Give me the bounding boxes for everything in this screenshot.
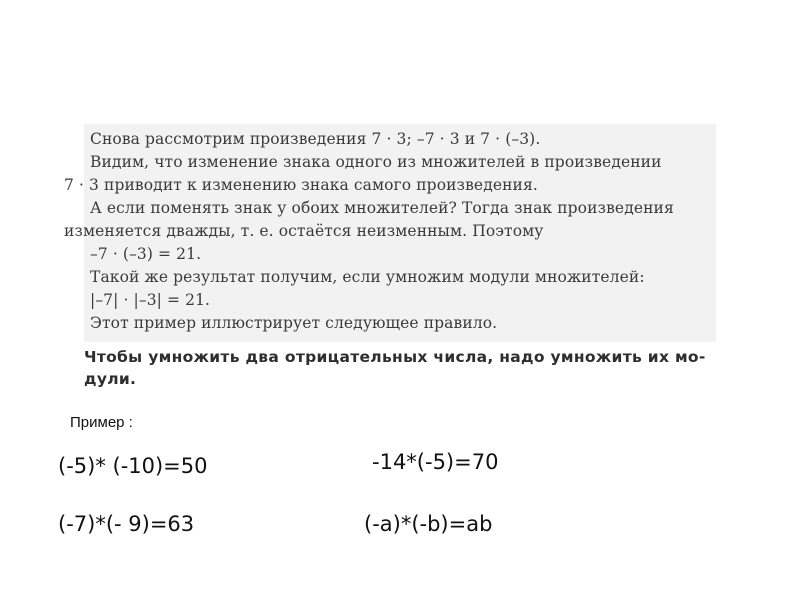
example-expression: (-5)* (-10)=50: [58, 454, 208, 478]
textbook-line: Этот пример иллюстрирует следующее правило.: [90, 314, 498, 332]
textbook-line: Такой же результат получим, если умножим модули множителей:: [90, 268, 645, 286]
textbook-line: Снова рассмотрим произведения 7 · 3; –7 · 3 и 7 · (–3).: [90, 130, 541, 148]
textbook-line: изменяется дважды, т. е. остаётся неизменным. Поэтому: [64, 222, 544, 240]
textbook-line: |–7| · |–3| = 21.: [90, 291, 211, 309]
rule-line: дули.: [84, 370, 137, 388]
example-expression: (-7)*(- 9)=63: [58, 512, 195, 536]
multiplication-rule: [84, 346, 724, 390]
textbook-line: Видим, что изменение знака одного из множителей в произведении: [90, 153, 662, 171]
rule-line: Чтобы умножить два отрицательных числа, надо умножить их мо-: [84, 348, 706, 366]
textbook-scan: [64, 124, 716, 342]
textbook-line: –7 · (–3) = 21.: [90, 245, 202, 263]
textbook-line: 7 · 3 приводит к изменению знака самого произведения.: [64, 176, 538, 194]
example-label: Пример :: [70, 414, 133, 431]
example-expression: (-a)*(-b)=ab: [364, 512, 493, 536]
textbook-line: А если поменять знак у обоих множителей? Тогда знак произведения: [90, 199, 674, 217]
example-expression: -14*(-5)=70: [372, 450, 499, 474]
